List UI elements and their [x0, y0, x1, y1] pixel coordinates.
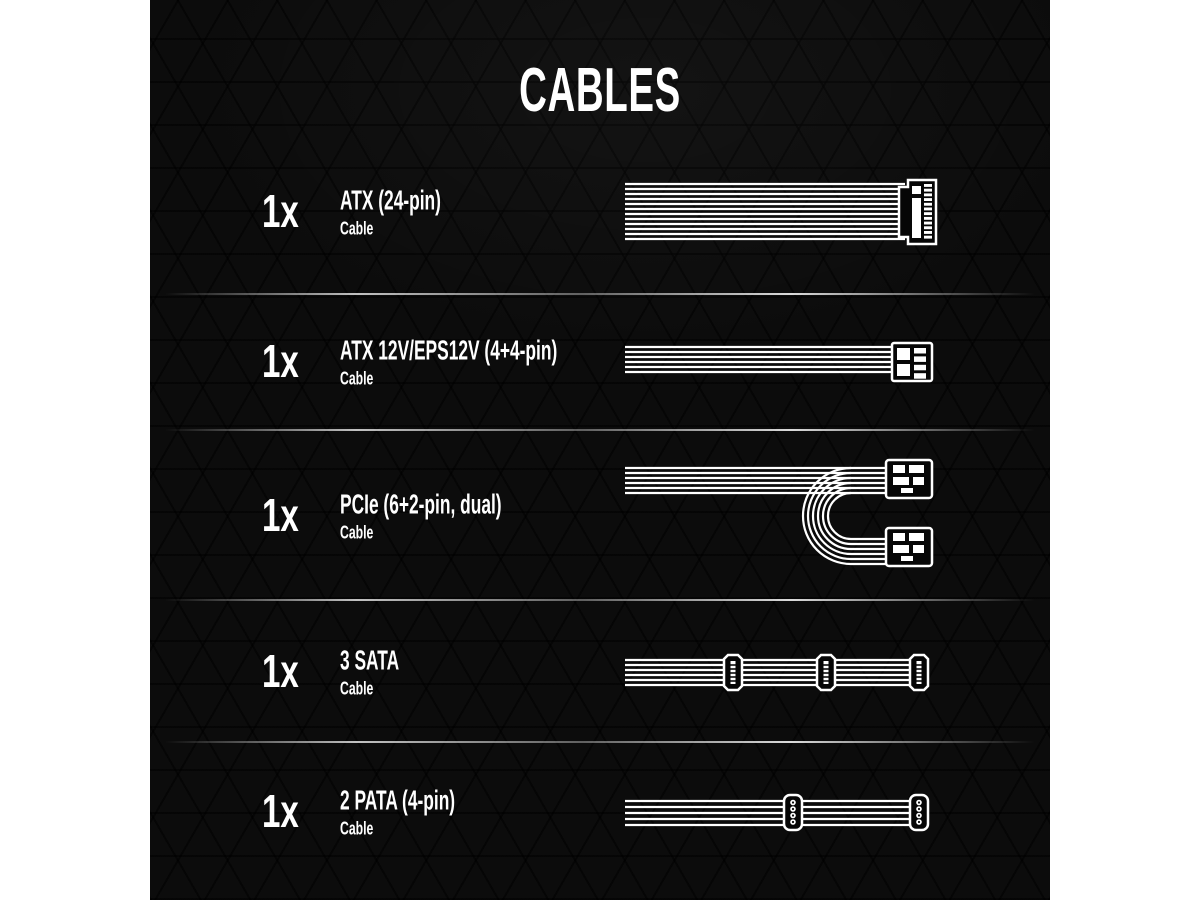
- quantity: 1x: [262, 489, 299, 542]
- cable-label: [340, 786, 526, 839]
- cable-type: Cable: [340, 818, 374, 839]
- cable-type: Cable: [340, 522, 374, 543]
- atx-24pin-cable-icon: [625, 172, 940, 252]
- cable-label: [340, 490, 601, 543]
- cable-row-eps12v: [150, 317, 1050, 407]
- pata-connector: [910, 795, 928, 830]
- cable-label: [340, 646, 435, 699]
- quantity: 1x: [262, 645, 299, 698]
- cable-type: Cable: [340, 218, 374, 239]
- pcie-6plus2-dual-cable-icon: [625, 456, 940, 576]
- sata-3-connector-cable-icon: [625, 637, 940, 707]
- cable-row-atx-24pin: [150, 167, 1050, 257]
- cable-row-pata: [150, 767, 1050, 857]
- eps12v-4plus4-cable-icon: [625, 322, 940, 402]
- cable-type: Cable: [340, 368, 374, 389]
- divider: [165, 293, 1035, 295]
- quantity: 1x: [262, 785, 299, 838]
- cable-name: ATX 12V/EPS12V (4+4-pin): [340, 334, 558, 366]
- cable-name: ATX (24-pin): [340, 184, 441, 216]
- sata-connector: [910, 655, 928, 690]
- cable-row-sata: [150, 627, 1050, 717]
- quantity: 1x: [262, 185, 299, 238]
- divider: [165, 741, 1035, 743]
- divider: [165, 429, 1035, 431]
- cable-name: 3 SATA: [340, 644, 400, 676]
- sata-connector: [724, 655, 742, 690]
- cable-name: PCIe (6+2-pin, dual): [340, 488, 502, 520]
- cable-label: [340, 186, 503, 239]
- pata-connector: [784, 795, 802, 830]
- cable-type: Cable: [340, 678, 374, 699]
- quantity: 1x: [262, 335, 299, 388]
- cables-panel: [150, 0, 1050, 900]
- pcie-connector-top: [886, 460, 932, 498]
- sata-connector: [817, 655, 835, 690]
- cable-name: 2 PATA (4-pin): [340, 784, 456, 816]
- divider: [165, 599, 1035, 601]
- pcie-connector-bottom: [886, 528, 932, 566]
- page-title: CABLES: [519, 56, 681, 125]
- cable-row-pcie-dual: [150, 454, 1050, 578]
- pata-2-connector-cable-icon: [625, 777, 940, 847]
